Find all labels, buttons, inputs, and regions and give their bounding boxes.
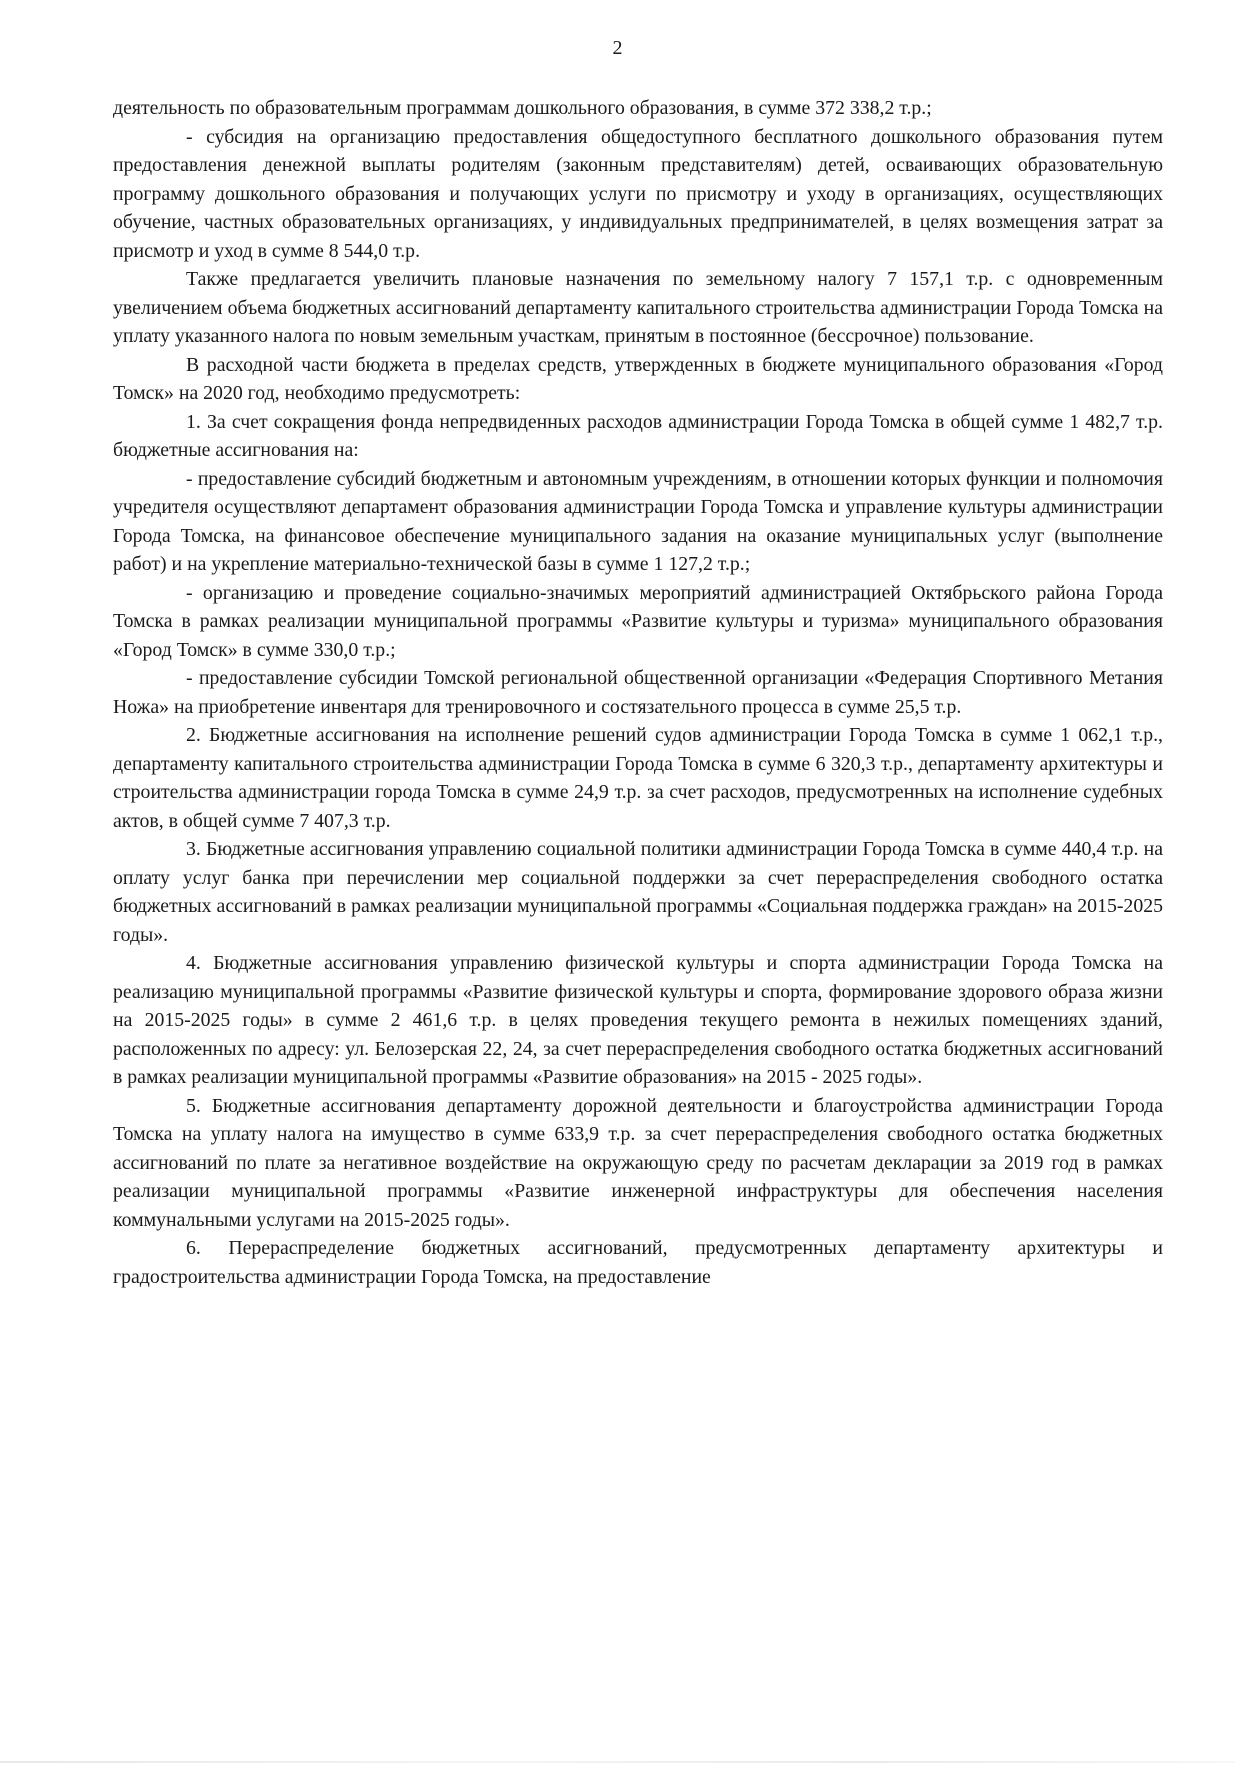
paragraph-11: 4. Бюджетные ассигнования управлению физической культуры и спорта администрации Города Томска на реализацию муниципальной программы «Развитие физической культуры и спорта, формирование здорового образа жизни на 2015-2025 годы» в сумме 2 461,6 т.р. в целях проведения текущего ремонта в нежилых помещениях зданий, расположенных по адресу: ул. Белозерская 22, 24, за счет перераспределения свободного остатка бюджетных ассигнований в рамках реализации муниципальной программы «Развитие образования» на 2015 - 2025 годы». xyxy=(113,952,1163,1088)
paragraph-8: - предоставление субсидии Томской региональной общественной организации «Федерация Спортивного Метания Ножа» на приобретение инвентаря для тренировочного и состязательного процесса в сумме 25,5 т.р. xyxy=(113,667,1163,718)
paragraph-9: 2. Бюджетные ассигнования на исполнение решений судов администрации Города Томска в сумме 1 062,1 т.р., департаменту капитального строительства администрации Города Томска в сумме 6 320,3 т.р., департаменту архитектуры и строительства администрации города Томска в сумме 24,9 т.р. за счет расходов, предусмотренных на исполнение судебных актов, в общей сумме 7 407,3 т.р. xyxy=(113,724,1163,832)
paragraph-12: 5. Бюджетные ассигнования департаменту дорожной деятельности и благоустройства администрации Города Томска на уплату налога на имущество в сумме 633,9 т.р. за счет перераспределения свободного остатка бюджетных ассигнований по плате за негативное воздействие на окружающую среду по расчетам декларации за 2019 год в рамках реализации муниципальной программы «Развитие инженерной инфраструктуры для обеспечения населения коммунальными услугами на 2015-2025 годы». xyxy=(113,1094,1163,1231)
paragraph-13: 6. Перераспределение бюджетных ассигнований, предусмотренных департаменту архитектуры и градостроительства администрации Города Томска, на предоставление xyxy=(113,1237,1163,1288)
paragraph-7: - организацию и проведение социально-значимых мероприятий администрацией Октябрьского района Города Томска в рамках реализации муниципальной программы «Развитие культуры и туризма» муниципального образования «Город Томск» в сумме 330,0 т.р.; xyxy=(113,581,1163,661)
page-number: 2 xyxy=(612,37,623,59)
paragraph-5: 1. За счет сокращения фонда непредвиденных расходов администрации Города Томска в общей сумме 1 482,7 т.р. бюджетные ассигнования на: xyxy=(113,410,1163,461)
paragraph-2: - субсидия на организацию предоставления общедоступного бесплатного дошкольного образования путем предоставления денежной выплаты родителям (законным представителям) детей, осваивающих образовательную программу дошкольного образования и получающих услуги по присмотру и уходу в организациях, осуществляющих обучение, частных образовательных организациях, у индивидуальных предпринимателей, в целях возмещения затрат за присмотр и уход в сумме 8 544,0 т.р. xyxy=(113,125,1163,262)
paragraph-1: деятельность по образовательным программам дошкольного образования, в сумме 372 338,2 т.р.; xyxy=(113,97,932,119)
paragraph-4: В расходной части бюджета в пределах средств, утвержденных в бюджете муниципального образования «Город Томск» на 2020 год, необходимо предусмотреть: xyxy=(113,353,1163,404)
paragraph-10: 3. Бюджетные ассигнования управлению социальной политики администрации Города Томска в сумме 440,4 т.р. на оплату услуг банка при перечислении мер социальной поддержки за счет перераспределения свободного остатка бюджетных ассигнований в рамках реализации муниципальной программы «Социальная поддержка граждан» на 2015-2025 годы». xyxy=(113,838,1163,946)
paragraph-3: Также предлагается увеличить плановые назначения по земельному налогу 7 157,1 т.р. с одновременным увеличением объема бюджетных ассигнований департаменту капитального строительства администрации Города Томска на уплату указанного налога по новым земельным участкам, принятым в постоянное (бессрочное) пользование. xyxy=(113,268,1163,347)
scan-edge-shadow xyxy=(0,1761,1235,1763)
body-text xyxy=(113,94,1163,1291)
paragraph-6: - предоставление субсидий бюджетным и автономным учреждениям, в отношении которых функции и полномочия учредителя осуществляют департамент образования администрации Города Томска и управление культуры администрации Города Томска, на финансовое обеспечение муниципального задания на оказание муниципальных услуг (выполнение работ) и на укрепление материально-технической базы в сумме 1 127,2 т.р.; xyxy=(113,467,1163,575)
